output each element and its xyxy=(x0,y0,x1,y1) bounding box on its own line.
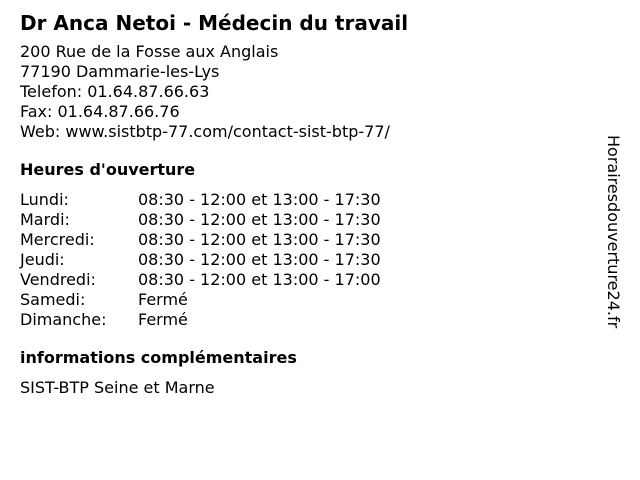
day-hours: 08:30 - 12:00 et 13:00 - 17:30 xyxy=(138,190,381,209)
day-hours: 08:30 - 12:00 et 13:00 - 17:30 xyxy=(138,210,381,229)
day-label: Mardi: xyxy=(20,210,70,229)
opening-hours-heading: Heures d'ouverture xyxy=(20,160,196,179)
day-label: Vendredi: xyxy=(20,270,96,289)
hours-row-thursday xyxy=(20,250,600,270)
phone-line: Telefon: 01.64.87.66.63 xyxy=(20,82,210,101)
hours-row-sunday xyxy=(20,310,600,330)
hours-row-saturday xyxy=(20,290,600,310)
hours-row-monday xyxy=(20,190,600,210)
address-block xyxy=(20,42,600,142)
day-hours: Fermé xyxy=(138,310,188,329)
day-label: Mercredi: xyxy=(20,230,95,249)
day-label: Dimanche: xyxy=(20,310,107,329)
day-hours: 08:30 - 12:00 et 13:00 - 17:30 xyxy=(138,250,381,269)
web-line: Web: www.sistbtp-77.com/contact-sist-btp-77/ xyxy=(20,122,390,141)
page-title: Dr Anca Netoi - Médecin du travail xyxy=(20,11,409,35)
additional-info-text: SIST-BTP Seine et Marne xyxy=(20,378,215,397)
day-hours: 08:30 - 12:00 et 13:00 - 17:00 xyxy=(138,270,381,289)
day-hours: Fermé xyxy=(138,290,188,309)
fax-line: Fax: 01.64.87.66.76 xyxy=(20,102,180,121)
hours-row-tuesday xyxy=(20,210,600,230)
additional-info-heading: informations complémentaires xyxy=(20,348,297,367)
hours-row-friday xyxy=(20,270,600,290)
city-line: 77190 Dammarie-les-Lys xyxy=(20,62,220,81)
day-label: Jeudi: xyxy=(20,250,65,269)
listing-card xyxy=(20,10,600,398)
day-hours: 08:30 - 12:00 et 13:00 - 17:30 xyxy=(138,230,381,249)
hours-row-wednesday xyxy=(20,230,600,250)
opening-hours-table xyxy=(20,190,600,330)
day-label: Lundi: xyxy=(20,190,69,209)
street-address: 200 Rue de la Fosse aux Anglais xyxy=(20,42,279,61)
day-label: Samedi: xyxy=(20,290,86,309)
site-watermark: Horairesdouverture24.fr xyxy=(604,135,623,329)
